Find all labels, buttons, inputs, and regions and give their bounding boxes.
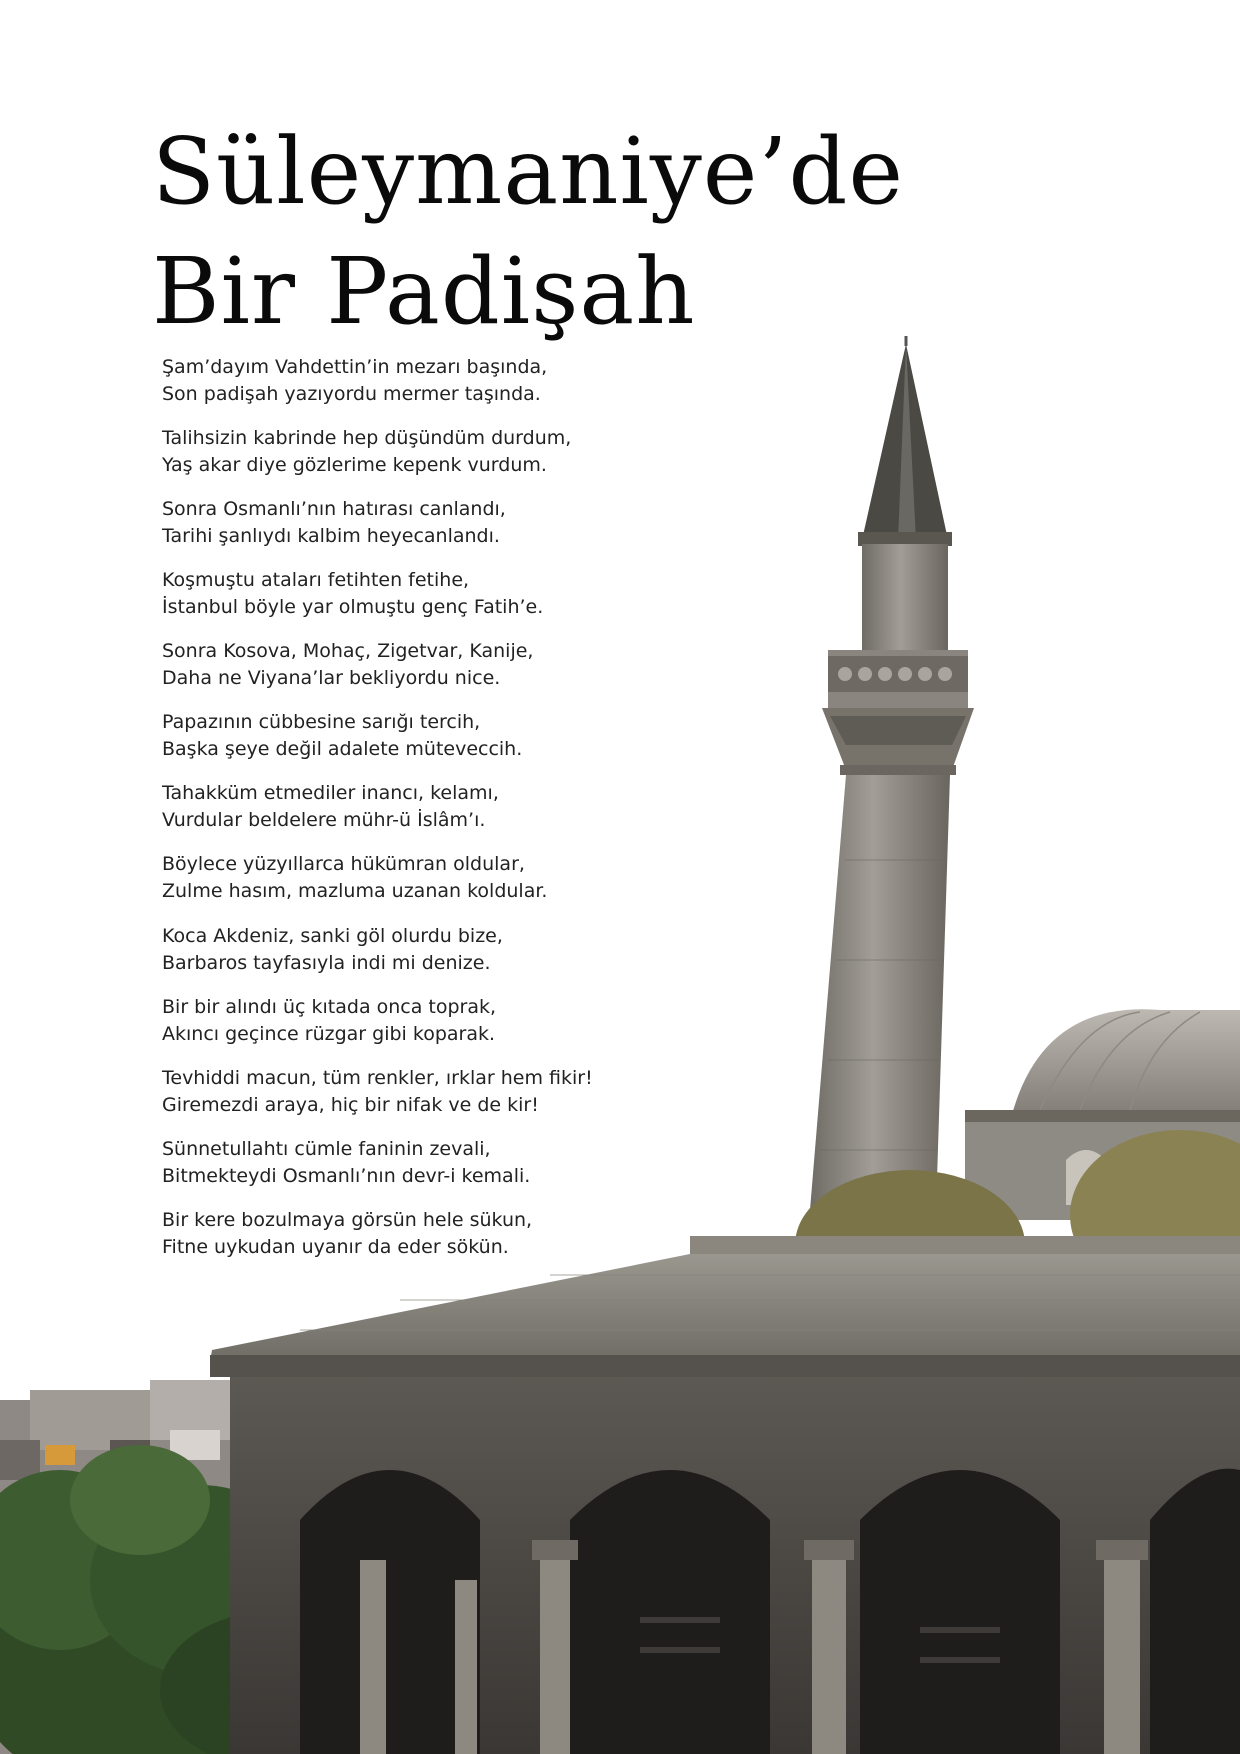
poem-line: Koşmuştu ataları fetihten fetihe, (162, 569, 470, 591)
stanza (162, 638, 622, 692)
title-line-2: Bir Padişah (152, 238, 696, 345)
poem-line: Akıncı geçince rüzgar gibi koparak. (162, 1023, 496, 1045)
stanza (162, 994, 622, 1048)
poem-line: İstanbul böyle yar olmuştu genç Fatih’e. (162, 596, 544, 618)
poem-line: Böylece yüzyıllarca hükümran oldular, (162, 853, 525, 875)
stanza (162, 354, 622, 408)
page-title (152, 112, 904, 352)
stanza (162, 567, 622, 621)
portico-arches (230, 1377, 1240, 1754)
poem-line: Bir kere bozulmaya görsün hele sükun, (162, 1209, 533, 1231)
poem-line: Bir bir alındı üç kıtada onca toprak, (162, 996, 497, 1018)
poem-line: Giremezdi araya, hiç bir nifak ve de kir! (162, 1094, 539, 1116)
poem-line: Yaş akar diye gözlerime kepenk vurdum. (162, 454, 547, 476)
title-line-1: Süleymaniye’de (152, 118, 904, 225)
poem-line: Sünnetullahtı cümle faninin zevali, (162, 1138, 491, 1160)
stanza (162, 1065, 622, 1119)
poem-line: Şam’dayım Vahdettin’in mezarı başında, (162, 356, 548, 378)
stanza (162, 425, 622, 479)
stanza (162, 923, 622, 977)
poem-line: Daha ne Viyana’lar bekliyordu nice. (162, 667, 501, 689)
poem-line: Koca Akdeniz, sanki göl olurdu bize, (162, 925, 503, 947)
poem-line: Papazının cübbesine sarığı tercih, (162, 711, 481, 733)
poem-line: Zulme hasım, mazluma uzanan koldular. (162, 880, 548, 902)
poem-line: Son padişah yazıyordu mermer taşında. (162, 383, 541, 405)
poem-line: Barbaros tayfasıyla indi mi denize. (162, 952, 491, 974)
poem-line: Tarihi şanlıydı kalbim heyecanlandı. (162, 525, 500, 547)
poem-line: Fitne uykudan uyanır da eder sökün. (162, 1236, 509, 1258)
poem-line: Tahakküm etmediler inancı, kelamı, (162, 782, 499, 804)
poem-line: Sonra Osmanlı’nın hatırası canlandı, (162, 498, 506, 520)
stanza (162, 496, 622, 550)
stanza (162, 1207, 622, 1261)
poem-line: Bitmekteydi Osmanlı’nın devr-i kemali. (162, 1165, 531, 1187)
stanza (162, 1136, 622, 1190)
minaret (810, 336, 974, 1210)
poem-line: Tevhiddi macun, tüm renkler, ırklar hem fikir! (162, 1067, 593, 1089)
stanza (162, 851, 622, 905)
poem (162, 354, 622, 1278)
stanza (162, 780, 622, 834)
poem-line: Sonra Kosova, Mohaç, Zigetvar, Kanije, (162, 640, 534, 662)
poem-line: Talihsizin kabrinde hep düşündüm durdum, (162, 427, 572, 449)
poem-line: Başka şeye değil adalete müteveccih. (162, 738, 523, 760)
poem-line: Vurdular beldelere mühr-ü İslâm’ı. (162, 809, 486, 831)
stanza (162, 709, 622, 763)
